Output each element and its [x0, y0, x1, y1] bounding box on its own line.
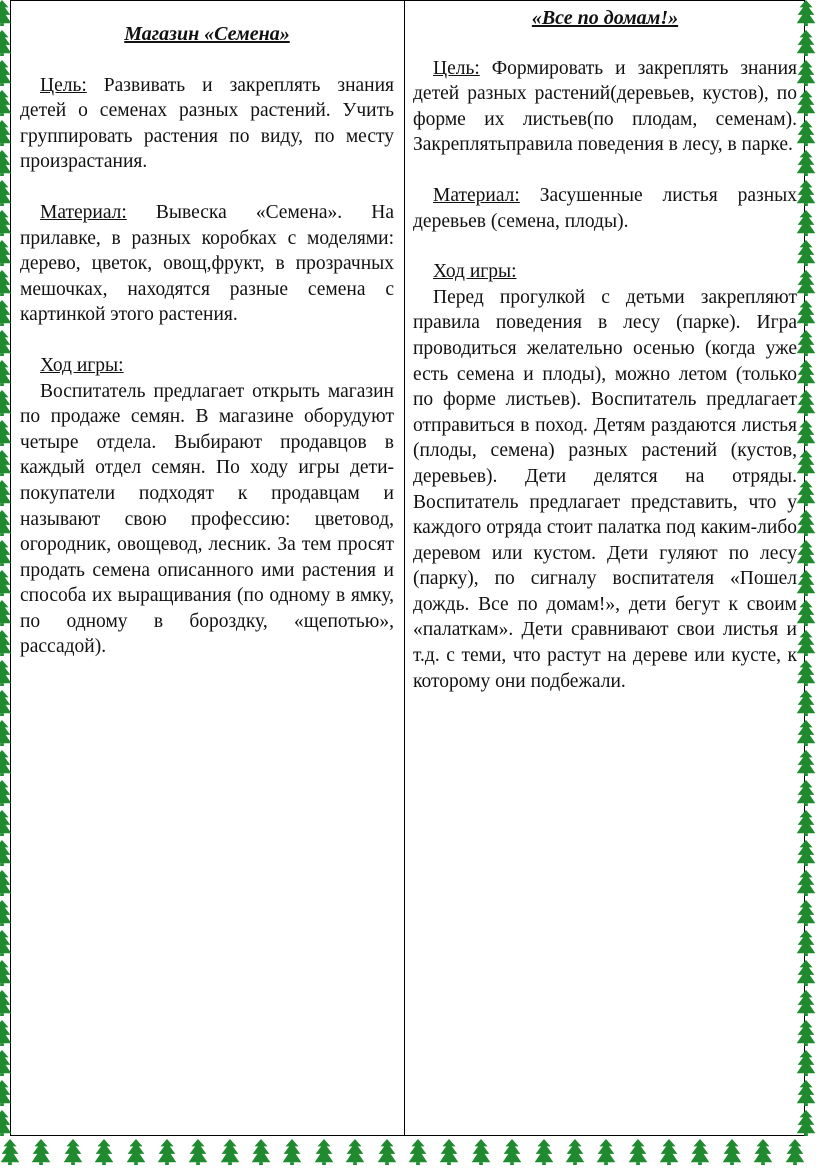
- fir-tree-icon: [0, 600, 12, 631]
- fir-tree-icon: [377, 1139, 397, 1170]
- fir-tree-icon: [659, 1139, 679, 1170]
- fir-tree-icon: [796, 960, 816, 991]
- fir-tree-icon: [0, 300, 12, 331]
- fir-tree-icon: [796, 150, 816, 181]
- fir-tree-icon: [796, 240, 816, 271]
- fir-tree-icon: [796, 1020, 816, 1051]
- fir-tree-icon: [0, 660, 12, 691]
- fir-tree-icon: [0, 240, 12, 271]
- fir-tree-icon: [796, 360, 816, 391]
- tree-border-right: [794, 0, 816, 1165]
- fir-tree-icon: [796, 900, 816, 931]
- left-column: [20, 0, 394, 660]
- fir-tree-icon: [796, 750, 816, 781]
- fir-tree-icon: [796, 570, 816, 601]
- left-game-label: Ход игры:: [40, 354, 124, 376]
- fir-tree-icon: [722, 1139, 742, 1170]
- left-goal-text: Развивать и закреплять знания детей о семенах разных растений. Учить группировать растения по виду, по месту произрастания.: [20, 74, 394, 173]
- fir-tree-icon: [796, 510, 816, 541]
- left-material-text: Вывеска «Семена». На прилавке, в разных коробках с моделями: дерево, цветок, овощ,фрукт, в прозрачных мешочках, находятся разные семена с картинкой этого растения.: [20, 201, 394, 326]
- right-column: [413, 0, 797, 694]
- fir-tree-icon: [796, 30, 816, 61]
- tree-border-left: [0, 0, 16, 1165]
- fir-tree-icon: [0, 270, 12, 301]
- column-divider: [404, 0, 405, 1136]
- fir-tree-icon: [0, 510, 12, 541]
- fir-tree-icon: [796, 780, 816, 811]
- fir-tree-icon: [796, 930, 816, 961]
- fir-tree-icon: [0, 810, 12, 841]
- left-material: [20, 200, 394, 328]
- fir-tree-icon: [188, 1139, 208, 1170]
- fir-tree-icon: [0, 60, 12, 91]
- fir-tree-icon: [796, 1050, 816, 1081]
- fir-tree-icon: [0, 1050, 12, 1081]
- fir-tree-icon: [408, 1139, 428, 1170]
- fir-tree-icon: [565, 1139, 585, 1170]
- fir-tree-icon: [796, 450, 816, 481]
- fir-tree-icon: [690, 1139, 710, 1170]
- fir-tree-icon: [94, 1139, 114, 1170]
- fir-tree-icon: [220, 1139, 240, 1170]
- fir-tree-icon: [0, 30, 12, 61]
- fir-tree-icon: [282, 1139, 302, 1170]
- right-game-label: Ход игры:: [433, 261, 517, 283]
- fir-tree-icon: [0, 450, 12, 481]
- fir-tree-icon: [796, 540, 816, 571]
- fir-tree-icon: [0, 0, 12, 31]
- left-goal: [20, 73, 394, 175]
- fir-tree-icon: [753, 1139, 773, 1170]
- fir-tree-icon: [0, 390, 12, 421]
- fir-tree-icon: [157, 1139, 177, 1170]
- fir-tree-icon: [0, 570, 12, 601]
- fir-tree-icon: [0, 870, 12, 901]
- fir-tree-icon: [31, 1139, 51, 1170]
- right-goal-label: Цель:: [433, 57, 480, 79]
- fir-tree-icon: [251, 1139, 271, 1170]
- fir-tree-icon: [0, 840, 12, 871]
- fir-tree-icon: [796, 300, 816, 331]
- tree-border-bottom: [0, 1137, 816, 1165]
- fir-tree-icon: [796, 720, 816, 751]
- fir-tree-icon: [796, 810, 816, 841]
- fir-tree-icon: [0, 630, 12, 661]
- fir-tree-icon: [0, 750, 12, 781]
- right-material-text: Засушенные листья разных деревьев (семена, плоды).: [413, 184, 797, 232]
- fir-tree-icon: [796, 330, 816, 361]
- left-game-heading: [20, 353, 394, 379]
- fir-tree-icon: [0, 210, 12, 241]
- fir-tree-icon: [596, 1139, 616, 1170]
- fir-tree-icon: [0, 780, 12, 811]
- fir-tree-icon: [796, 270, 816, 301]
- fir-tree-icon: [314, 1139, 334, 1170]
- fir-tree-icon: [0, 930, 12, 961]
- fir-tree-icon: [126, 1139, 146, 1170]
- fir-tree-icon: [0, 120, 12, 151]
- fir-tree-icon: [534, 1139, 554, 1170]
- fir-tree-icon: [0, 180, 12, 211]
- fir-tree-icon: [0, 540, 12, 571]
- fir-tree-icon: [345, 1139, 365, 1170]
- fir-tree-icon: [471, 1139, 491, 1170]
- fir-tree-icon: [0, 480, 12, 511]
- fir-tree-icon: [0, 1139, 20, 1170]
- fir-tree-icon: [796, 870, 816, 901]
- fir-tree-icon: [0, 1020, 12, 1051]
- fir-tree-icon: [628, 1139, 648, 1170]
- fir-tree-icon: [796, 0, 816, 31]
- fir-tree-icon: [0, 720, 12, 751]
- right-material-label: Материал:: [433, 184, 520, 206]
- fir-tree-icon: [0, 420, 12, 451]
- fir-tree-icon: [502, 1139, 522, 1170]
- fir-tree-icon: [796, 690, 816, 721]
- left-material-label: Материал:: [40, 201, 127, 223]
- fir-tree-icon: [796, 990, 816, 1021]
- fir-tree-icon: [0, 990, 12, 1021]
- right-title: «Все по домам!»: [531, 7, 679, 29]
- fir-tree-icon: [796, 480, 816, 511]
- right-goal: [413, 56, 797, 158]
- left-title: Магазин «Семена»: [124, 23, 290, 45]
- fir-tree-icon: [785, 1139, 805, 1170]
- fir-tree-icon: [0, 690, 12, 721]
- fir-tree-icon: [0, 330, 12, 361]
- fir-tree-icon: [796, 600, 816, 631]
- left-game-text: Воспитатель предлагает открыть магазин по продаже семян. В магазине оборудуют четыре отдела. Выбирают продавцов в каждый отдел семян. По ходу игры дети-покупатели подходят к продавцам и называют свою профессию: цветовод, огородник, овощевод, лесник. За тем просят продать семена описанного ими растения и способа их выращивания (по одному в ямку, по одному в бороздку, «щепотью», рассадой).: [20, 380, 394, 658]
- fir-tree-icon: [796, 210, 816, 241]
- fir-tree-icon: [796, 90, 816, 121]
- fir-tree-icon: [0, 1080, 12, 1111]
- right-game-heading: [413, 259, 797, 285]
- fir-tree-icon: [796, 660, 816, 691]
- right-goal-text: Формировать и закреплять знания детей разных растений(деревьев, кустов), по форме их листьев(по плодам, семенам). Закреплятьправила поведения в лесу, в парке.: [413, 57, 797, 156]
- fir-tree-icon: [0, 150, 12, 181]
- fir-tree-icon: [796, 1080, 816, 1111]
- fir-tree-icon: [63, 1139, 83, 1170]
- fir-tree-icon: [796, 840, 816, 871]
- fir-tree-icon: [796, 180, 816, 211]
- fir-tree-icon: [796, 420, 816, 451]
- fir-tree-icon: [796, 120, 816, 151]
- fir-tree-icon: [0, 960, 12, 991]
- fir-tree-icon: [796, 630, 816, 661]
- fir-tree-icon: [0, 90, 12, 121]
- fir-tree-icon: [439, 1139, 459, 1170]
- fir-tree-icon: [0, 900, 12, 931]
- right-game-text: Перед прогулкой с детьми закрепляют правила поведения в лесу (парке). Игра проводиться желательно осенью (когда уже есть семена и плоды), можно летом (только по форме листьев). Воспитатель предлагает отправиться в поход. Детям раздаются листья (плоды, семена) разных растений (кустов, деревьев). Дети делятся на отряды. Воспитатель предлагает представить, что у каждого отряда стоит палатка под каким-либо деревом или кустом. Дети гуляют по лесу (парку), по сигналу воспитателя «Пошел дождь. Все по домам!», дети бегут к своим «палаткам». Дети сравнивают свои листья и т.д. с теми, что растут на дереве или кусте, к которому они подбежали.: [413, 286, 797, 692]
- fir-tree-icon: [0, 360, 12, 391]
- fir-tree-icon: [796, 60, 816, 91]
- right-material: [413, 183, 797, 234]
- left-goal-label: Цель:: [40, 74, 87, 96]
- fir-tree-icon: [796, 390, 816, 421]
